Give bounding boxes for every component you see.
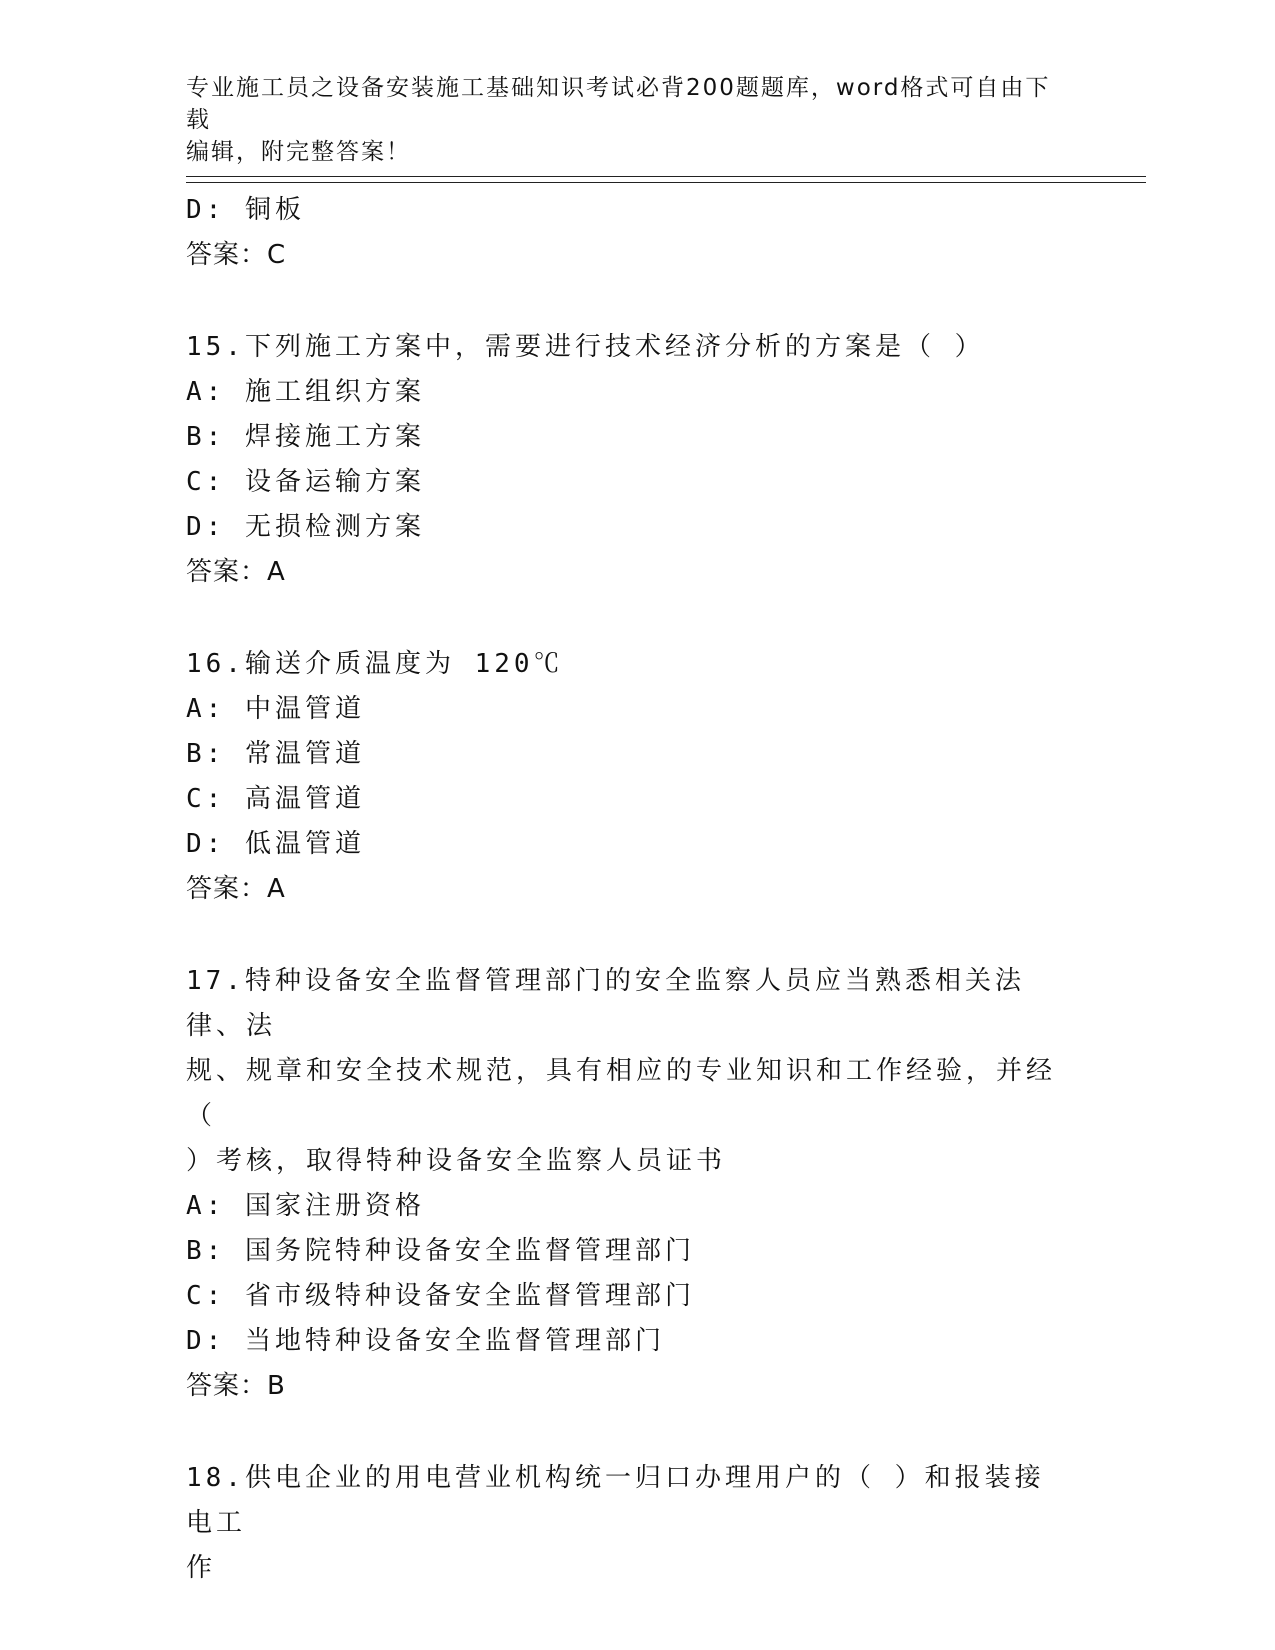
- option-b: B: 国务院特种设备安全监督管理部门: [186, 1236, 695, 1266]
- question-text-line-2: 规、规章和安全技术规范，具有相应的专业知识和工作经验，并经（: [186, 1056, 1057, 1131]
- question-17: [186, 959, 1086, 1409]
- spacer: [186, 1409, 1086, 1456]
- option-c: C: 设备运输方案: [186, 467, 425, 497]
- header-divider-bottom: [186, 182, 1146, 183]
- question-16: [186, 642, 1086, 912]
- question-text-line-2: 作: [186, 1553, 217, 1583]
- prev-answer: 答案：C: [186, 240, 287, 270]
- option-c: C: 高温管道: [186, 784, 365, 814]
- answer: 答案：A: [186, 874, 286, 904]
- option-b: B: 常温管道: [186, 739, 365, 769]
- option-d: D: 当地特种设备安全监督管理部门: [186, 1326, 665, 1356]
- header-line-2: 编辑，附完整答案！: [186, 139, 411, 165]
- option-c: C: 省市级特种设备安全监督管理部门: [186, 1281, 695, 1311]
- question-18: [186, 1456, 1086, 1591]
- option-b: B: 焊接施工方案: [186, 422, 425, 452]
- header-line-1: 专业施工员之设备安装施工基础知识考试必背200题题库，word格式可自由下载: [186, 75, 1051, 133]
- option-d: D: 低温管道: [186, 829, 365, 859]
- answer: 答案：A: [186, 557, 286, 587]
- option-a: A: 国家注册资格: [186, 1191, 425, 1221]
- spacer: [186, 595, 1086, 642]
- question-text: 16.输送介质温度为 120℃: [186, 649, 564, 679]
- question-text-line-1: 18.供电企业的用电营业机构统一归口办理用户的（ ）和报装接电工: [186, 1463, 1045, 1538]
- prev-option-d: D: 铜板: [186, 195, 305, 225]
- option-a: A: 中温管道: [186, 694, 365, 724]
- option-a: A: 施工组织方案: [186, 377, 425, 407]
- header-divider-top: [186, 176, 1146, 177]
- question-text-line-1: 17.特种设备安全监督管理部门的安全监察人员应当熟悉相关法律、法: [186, 966, 1025, 1041]
- answer: 答案：B: [186, 1371, 286, 1401]
- document-header: [186, 72, 1066, 168]
- spacer: [186, 278, 1086, 325]
- question-text-line-3: ）考核，取得特种设备安全监察人员证书: [186, 1146, 727, 1176]
- question-list: [186, 188, 1086, 1591]
- question-15: [186, 325, 1086, 595]
- option-d: D: 无损检测方案: [186, 512, 425, 542]
- spacer: [186, 912, 1086, 959]
- question-text: 15.下列施工方案中，需要进行技术经济分析的方案是（ ）: [186, 332, 985, 362]
